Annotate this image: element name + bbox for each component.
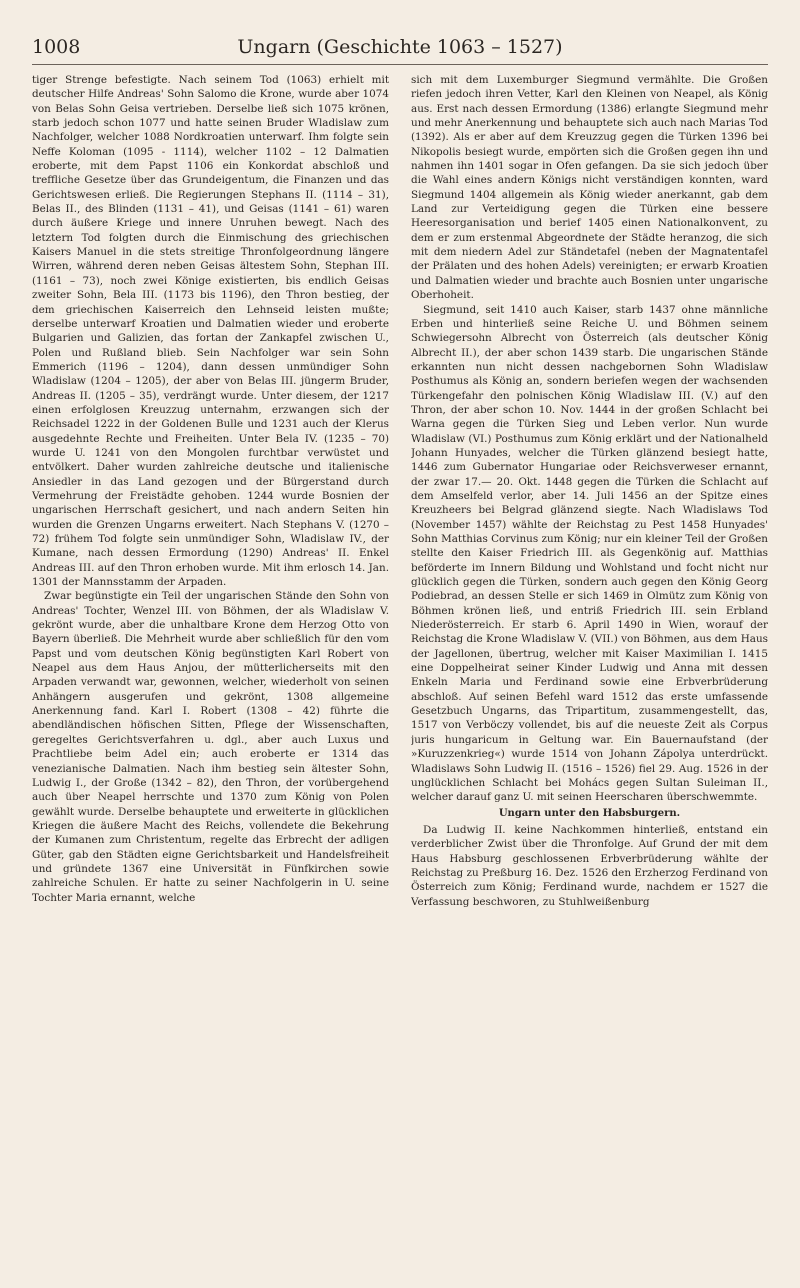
page-number: 1008 <box>32 36 81 58</box>
left-column <box>32 73 389 1288</box>
right-paragraph-2: Siegmund, seit 1410 auch Kaiser, starb 1437 ohne männliche Erben und hinterließ seine Reiche U. und Böhmen seinem Schwiegersohn Albrecht von Österreich (als deutscher König Albrecht II.), der aber schon 1439 starb. Die ungarischen Stände erkannten nun nicht dessen nachgebornen Sohn Wladislaw Posthumus als König an, sondern beriefen wegen der wachsenden Türkengefahr den polnischen König Wladislaw III. (V.) auf den Thron, der aber schon 10. Nov. 1444 in der großen Schlacht bei Warna gegen die Türken Sieg und Leben verlor. Nun wurde Wladislaw (VI.) Posthumus zum König erklärt und der Nationalheld Johann Hunyades, welcher die Türken glänzend besiegt hatte, 1446 zum Gubernator Hungariae oder Reichsverweser ernannt, der zwar 17.— 20. Okt. 1448 gegen die Türken die Schlacht auf dem Amselfeld verlor, aber 14. Juli 1456 an der Spitze eines Kreuzheers bei Belgrad glänzend siegte. Nach Wladislaws Tod (November 1457) wählte der Reichstag zu Pest 1458 Hunyades' Sohn Matthias Corvinus zum König; nur ein kleiner Teil der Großen stellte den Kaiser Friedrich III. als Gegenkönig auf. Matthias beförderte im Innern Bildung und Wohlstand und focht nicht nur glücklich gegen die Türken, sondern auch gegen den König Georg Podiebrad, an dessen Stelle er sich 1469 in Olmütz zum König von Böhmen krönen ließ, und entriß Friedrich III. sein Erbland Niederösterreich. Er starb 6. April 1490 in Wien, worauf der Reichstag die Krone Wladislaw V. (VII.) von Böhmen, aus dem Haus der Jagellonen, übertrug, welcher mit Kaiser Maximilian I. 1415 eine Doppelheirat seiner Kinder Ludwig und Anna mit dessen Enkeln Maria und Ferdinand sowie eine Erbverbrüderung abschloß. Auf seinen Befehl ward 1512 das erste umfassende Gesetzbuch Ungarns, das Tripartitum, zusammengestellt, das, 1517 von Verböczy vollendet, bis auf die neueste Zeit als Corpus juris hungaricum in Geltung war. Ein Bauernaufstand (der »Kuruzzenkrieg«) wurde 1514 von Johann Zápolya unterdrückt. Wladislaws Sohn Ludwig II. (1516 – 1526) fiel 29. Aug. 1526 in der unglücklichen Schlacht bei Mohács gegen Sultan Suleiman II., welcher darauf ganz U. mit seinen Heerscharen überschwemmte. <box>411 303 768 804</box>
left-paragraph-1: tiger Strenge befestigte. Nach seinem Tod (1063) erhielt mit deutscher Hilfe Andreas' Sohn Salomo die Krone, wurde aber 1074 von Belas Sohn Geisa vertrieben. Derselbe ließ sich 1075 krönen, starb jedoch schon 1077 und hatte seinen Bruder Wladislaw zum Nachfolger, welcher 1088 Nordkroatien unterwarf. Ihm folgte sein Neffe Koloman (1095 - 1114), welcher 1102 – 12 Dalmatien eroberte, mit dem Papst 1106 ein Konkordat abschloß und treffliche Gesetze über das Grundeigentum, die Finanzen und das Gerichtswesen erließ. Die Regierungen Stephans II. (1114 – 31), Belas II., des Blinden (1131 – 41), und Geisas (1141 – 61) waren durch äußere Kriege und innere Unruhen bewegt. Nach des letztern Tod folgten durch die Einmischung des griechischen Kaisers Manuel in die stets streitige Thronfolgeordnung längere Wirren, während deren neben Geisas ältestem Sohn, Stephan III. (1161 – 73), noch zwei Könige existierten, bis endlich Geisas zweiter Sohn, Bela III. (1173 bis 1196), den Thron bestieg, der dem griechischen Kaiserreich den Lehnseid leisten mußte; derselbe unterwarf Kroatien und Dalmatien wieder und eroberte Bulgarien und Galizien, das fortan der Zankapfel zwischen U., Polen und Rußland blieb. Sein Nachfolger war sein Sohn Emmerich (1196 – 1204), dann dessen unmündiger Sohn Wladislaw (1204 – 1205), der aber von Belas III. jüngerm Bruder, Andreas II. (1205 – 35), verdrängt wurde. Unter diesem, der 1217 einen erfolglosen Kreuzzug unternahm, erzwangen sich der Reichsadel 1222 in der Goldenen Bulle und 1231 auch der Klerus ausgedehnte Rechte und Freiheiten. Unter Bela IV. (1235 – 70) wurde U. 1241 von den Mongolen furchtbar verwüstet und entvölkert. Daher wurden zahlreiche deutsche und italienische Ansiedler in das Land gezogen und der Bürgerstand durch Vermehrung der Freistädte gehoben. 1244 wurde Bosnien der ungarischen Herrschaft gesichert, und nach andern Seiten hin wurden die Grenzen Ungarns erweitert. Nach Stephans V. (1270 – 72) frühem Tod folgte sein unmündiger Sohn, Wladislaw IV., der Kumane, nach dessen Ermordung (1290) Andreas' II. Enkel Andreas III. auf den Thron erhoben wurde. Mit ihm erlosch 14. Jan. 1301 der Mannsstamm der Arpaden. <box>32 74 389 589</box>
text-columns <box>32 73 768 1288</box>
page-header <box>32 36 768 65</box>
running-title: Ungarn (Geschichte 1063 – 1527) <box>237 36 563 58</box>
left-paragraph-2: Zwar begünstigte ein Teil der ungarischen Stände den Sohn von Andreas' Tochter, Wenzel III. von Böhmen, der als Wladislaw V. gekrönt wurde, aber die unhaltbare Krone dem Herzog Otto von Bayern überließ. Die Mehrheit wurde aber schließlich für den vom Papst und vom deutschen König begünstigten Karl Robert von Neapel aus dem Haus Anjou, der mütterlicherseits mit den Arpaden verwandt war, gewonnen, welcher, wiederholt von seinen Anhängern ausgerufen und gekrönt, 1308 allgemeine Anerkennung fand. Karl I. Robert (1308 – 42) führte die abendländischen höfischen Sitten, Pflege der Wissenschaften, geregeltes Gerichtsverfahren u. dgl., aber auch Luxus und Prachtliebe beim Adel ein; auch eroberte er 1314 das venezianische Dalmatien. Nach ihm bestieg sein ältester Sohn, Ludwig I., der Große (1342 – 82), den Thron, der vorübergehend auch über Neapel herrschte und 1370 zum König von Polen gewählt wurde. Derselbe behauptete und erweiterte in glücklichen Kriegen die äußere Macht des Reichs, vollendete die Bekehrung der Kumanen zum Christentum, regelte das Erbrecht der adligen Güter, gab den Städten eigne Gerichtsbarkeit und Handelsfreiheit und gründete 1367 eine Universität in Fünfkirchen sowie zahlreiche Schulen. Er hatte zu seiner Nachfolgerin in U. seine Tochter Maria ernannt, welche <box>32 590 389 904</box>
right-column <box>411 73 768 1288</box>
section-subheading: Ungarn unter den Habsburgern. <box>498 807 681 819</box>
right-paragraph-1: sich mit dem Luxemburger Siegmund vermählte. Die Großen riefen jedoch ihren Vetter, Karl den Kleinen von Neapel, als König aus. Erst nach dessen Ermordung (1386) erlangte Siegmund mehr und mehr Anerkennung und behauptete sich auch nach Marias Tod (1392). Als er aber auf dem Kreuzzug gegen die Türken 1396 bei Nikopolis besiegt wurde, empörten sich die Großen gegen ihn und nahmen ihn 1401 sogar in Ofen gefangen. Da sie sich jedoch über die Wahl eines andern Königs nicht verständigen konnten, ward Siegmund 1404 allgemein als König wieder anerkannt, gab dem Land zur Verteidigung gegen die Türken eine bessere Heeresorganisation und berief 1405 einen Nationalkonvent, zu dem er zum erstenmal Abgeordnete der Städte heranzog, die sich mit dem niedern Adel zur Ständetafel (neben der Magnatentafel der Prälaten und des hohen Adels) vereinigten; er erwarb Kroatien und Dalmatien wieder und brachte auch Bosnien unter ungarische Oberhoheit. <box>411 74 768 302</box>
right-paragraph-3: Da Ludwig II. keine Nachkommen hinterließ, entstand ein verderblicher Zwist über die Thronfolge. Auf Grund der mit dem Haus Habsburg geschlossenen Erbverbrüderung wählte der Reichstag zu Preßburg 16. Dez. 1526 den Erzherzog Ferdinand von Österreich zum König; Ferdinand wurde, nachdem er 1527 die Verfassung beschworen, zu Stuhlweißenburg <box>411 823 768 908</box>
